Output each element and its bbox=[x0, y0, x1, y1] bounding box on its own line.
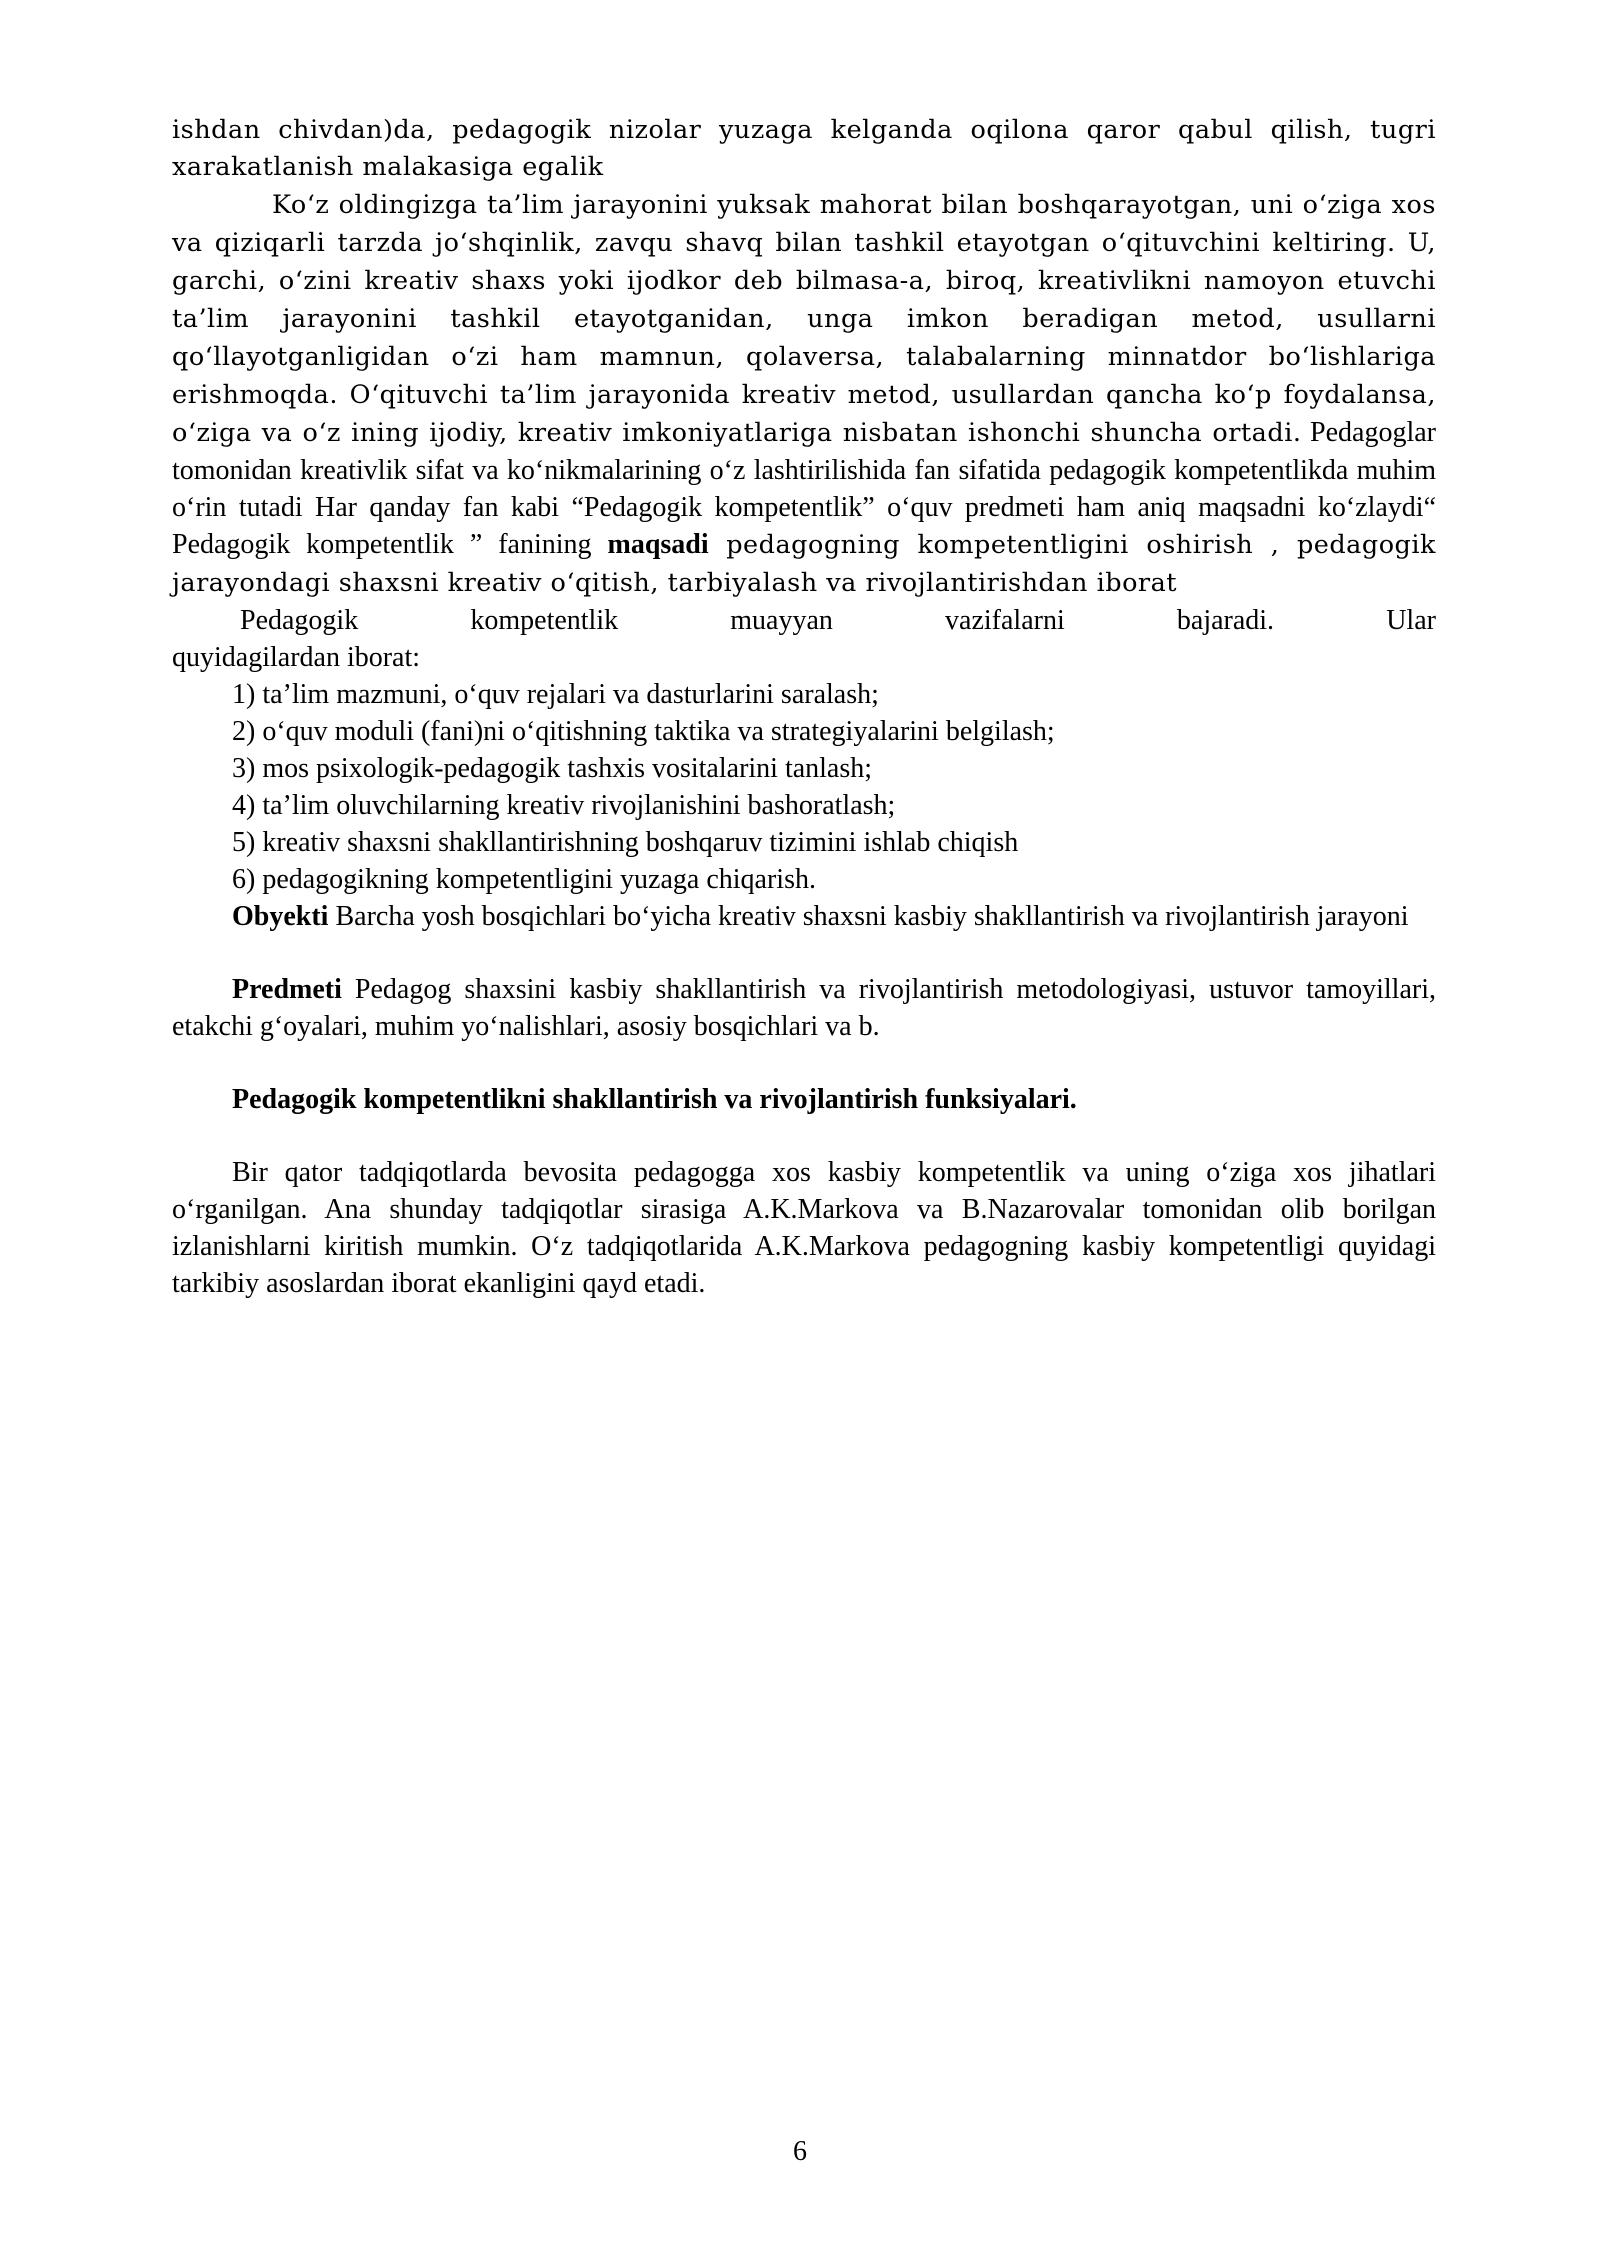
paragraph-creative-teacher-part-a: Ko‘z oldingizga ta’lim jarayonini yuksak mahorat bilan boshqarayotgan, uni o‘ziga xos va qiziqarli tarzda jo‘shqinlik, zavqu shavq bilan tashkil etayotgan o‘qituvchini keltiring. U, garchi, o‘zini kreativ shaxs yoki ijodkor deb bilmasa-a, biroq, kreativlikni namoyon etuvchi ta’lim jarayonini tashkil etayotganidan, unga imkon beradigan metod, usullarni qo‘llayotganligidan o‘zi ham mamnun, qolaversa, talabalarning minnatdor bo‘lishlariga erishmoqda. bbox=[172, 190, 1436, 410]
paragraph-creative-teacher-part-b: O‘qituvchi ta’lim jarayonida kreativ metod, usullardan qancha ko‘p foydalansa, o‘ziga va o‘z ining ijodiy, kreativ imkoniyatlariga nisbatan ishonchi shuncha ortadi. bbox=[172, 380, 1436, 448]
competence-intro-line bbox=[172, 602, 1436, 639]
term-predmeti: Predmeti bbox=[232, 974, 342, 1005]
paragraph-markova: Bir qator tadqiqotlarda bevosita pedagogga xos kasbiy kompetentlik va uning o‘ziga xos jihatlari o‘rganilgan. Ana shunday tadqiqotlar sirasiga A.K.Markova va B.Nazarovalar tomonidan olib borilgan izlanishlarni kiritish mumkin. O‘z tadqiqotlarida A.K.Markova pedagogning kasbiy kompetentligi quyidagi tarkibiy asoslardan iborat ekanligini qayd etadi. bbox=[172, 1157, 1436, 1299]
list-item: 3) mos psixologik-pedagogik tashxis vositalarini tanlash; bbox=[232, 753, 873, 784]
list-item: 5) kreativ shaxsni shakllantirishning boshqaruv tizimini ishlab chiqish bbox=[232, 827, 1019, 858]
list-item: 6) pedagogikning kompetentligini yuzaga chiqarish. bbox=[232, 864, 816, 895]
term-obyekti: Obyekti bbox=[232, 901, 329, 932]
document-body bbox=[172, 112, 1436, 1302]
spacer bbox=[172, 1045, 1436, 1081]
spacer bbox=[172, 935, 1436, 971]
term-maqsadi: maqsadi bbox=[607, 529, 709, 560]
competence-intro-continuation: quyidagilardan iborat: bbox=[172, 642, 421, 673]
competence-word: bajaradi. bbox=[1176, 605, 1275, 636]
section-heading: Pedagogik kompetentlikni shakllantirish va rivojlantirish funksiyalari. bbox=[232, 1084, 1077, 1115]
competence-word: Ular bbox=[1386, 605, 1436, 636]
competence-word: Pedagogik bbox=[240, 605, 359, 636]
paragraph-intro: ishdan chivdan)da, pedagogik nizolar yuzaga kelganda oqilona qaror qabul qilish, tugri xarakatlanish malakasiga egalik bbox=[172, 115, 1436, 182]
list-item: 1) ta’lim mazmuni, o‘quv rejalari va dasturlarini saralash; bbox=[232, 679, 879, 710]
competence-word: vazifalarni bbox=[945, 605, 1065, 636]
list-item: 4) ta’lim oluvchilarning kreativ rivojlanishini bashoratlash; bbox=[232, 790, 896, 821]
predmeti-text: Pedagog shaxsini kasbiy shakllantirish va rivojlantirish metodologiyasi, ustuvor tamoyillari, etakchi g‘oyalari, muhim yo‘nalishlari, asosiy bosqichlari va b. bbox=[172, 974, 1436, 1042]
competence-word: kompetentlik bbox=[470, 605, 619, 636]
paragraph-predmeti bbox=[172, 971, 1436, 1045]
paragraph-creative-teacher-part-d: pedagogning kompetentligini oshirish , pedagogik jarayondagi shaxsni kreativ o‘qitish, tarbiyalash va rivojlantirishdan iborat bbox=[172, 530, 1436, 598]
competence-word: muayyan bbox=[730, 605, 833, 636]
paragraph-creative-teacher bbox=[172, 186, 1436, 602]
obyekti-text: Barcha yosh bosqichlari bo‘yicha kreativ shaxsni kasbiy shakllantirish va rivojlantirish jarayoni bbox=[328, 901, 1409, 932]
list-item: 2) o‘quv moduli (fani)ni o‘qitishning taktika va strategiyalarini belgilash; bbox=[232, 716, 1055, 747]
spacer bbox=[172, 1118, 1436, 1154]
paragraph-creative-teacher-part-c: Pedagoglar tomonidan kreativlik sifat va ko‘nikmalarining o‘z lashtirilishida fan sifatida pedagogik kompetentlikda muhim o‘rin tutadi Har qanday fan kabi “Pedagogik kompetentlik” o‘quv predmeti ham aniq maqsadni ko‘zlaydi“ Pedagogik kompetentlik ” fanining bbox=[172, 417, 1436, 560]
page-number: 6 bbox=[793, 2136, 807, 2167]
paragraph-obyekti bbox=[172, 898, 1436, 935]
